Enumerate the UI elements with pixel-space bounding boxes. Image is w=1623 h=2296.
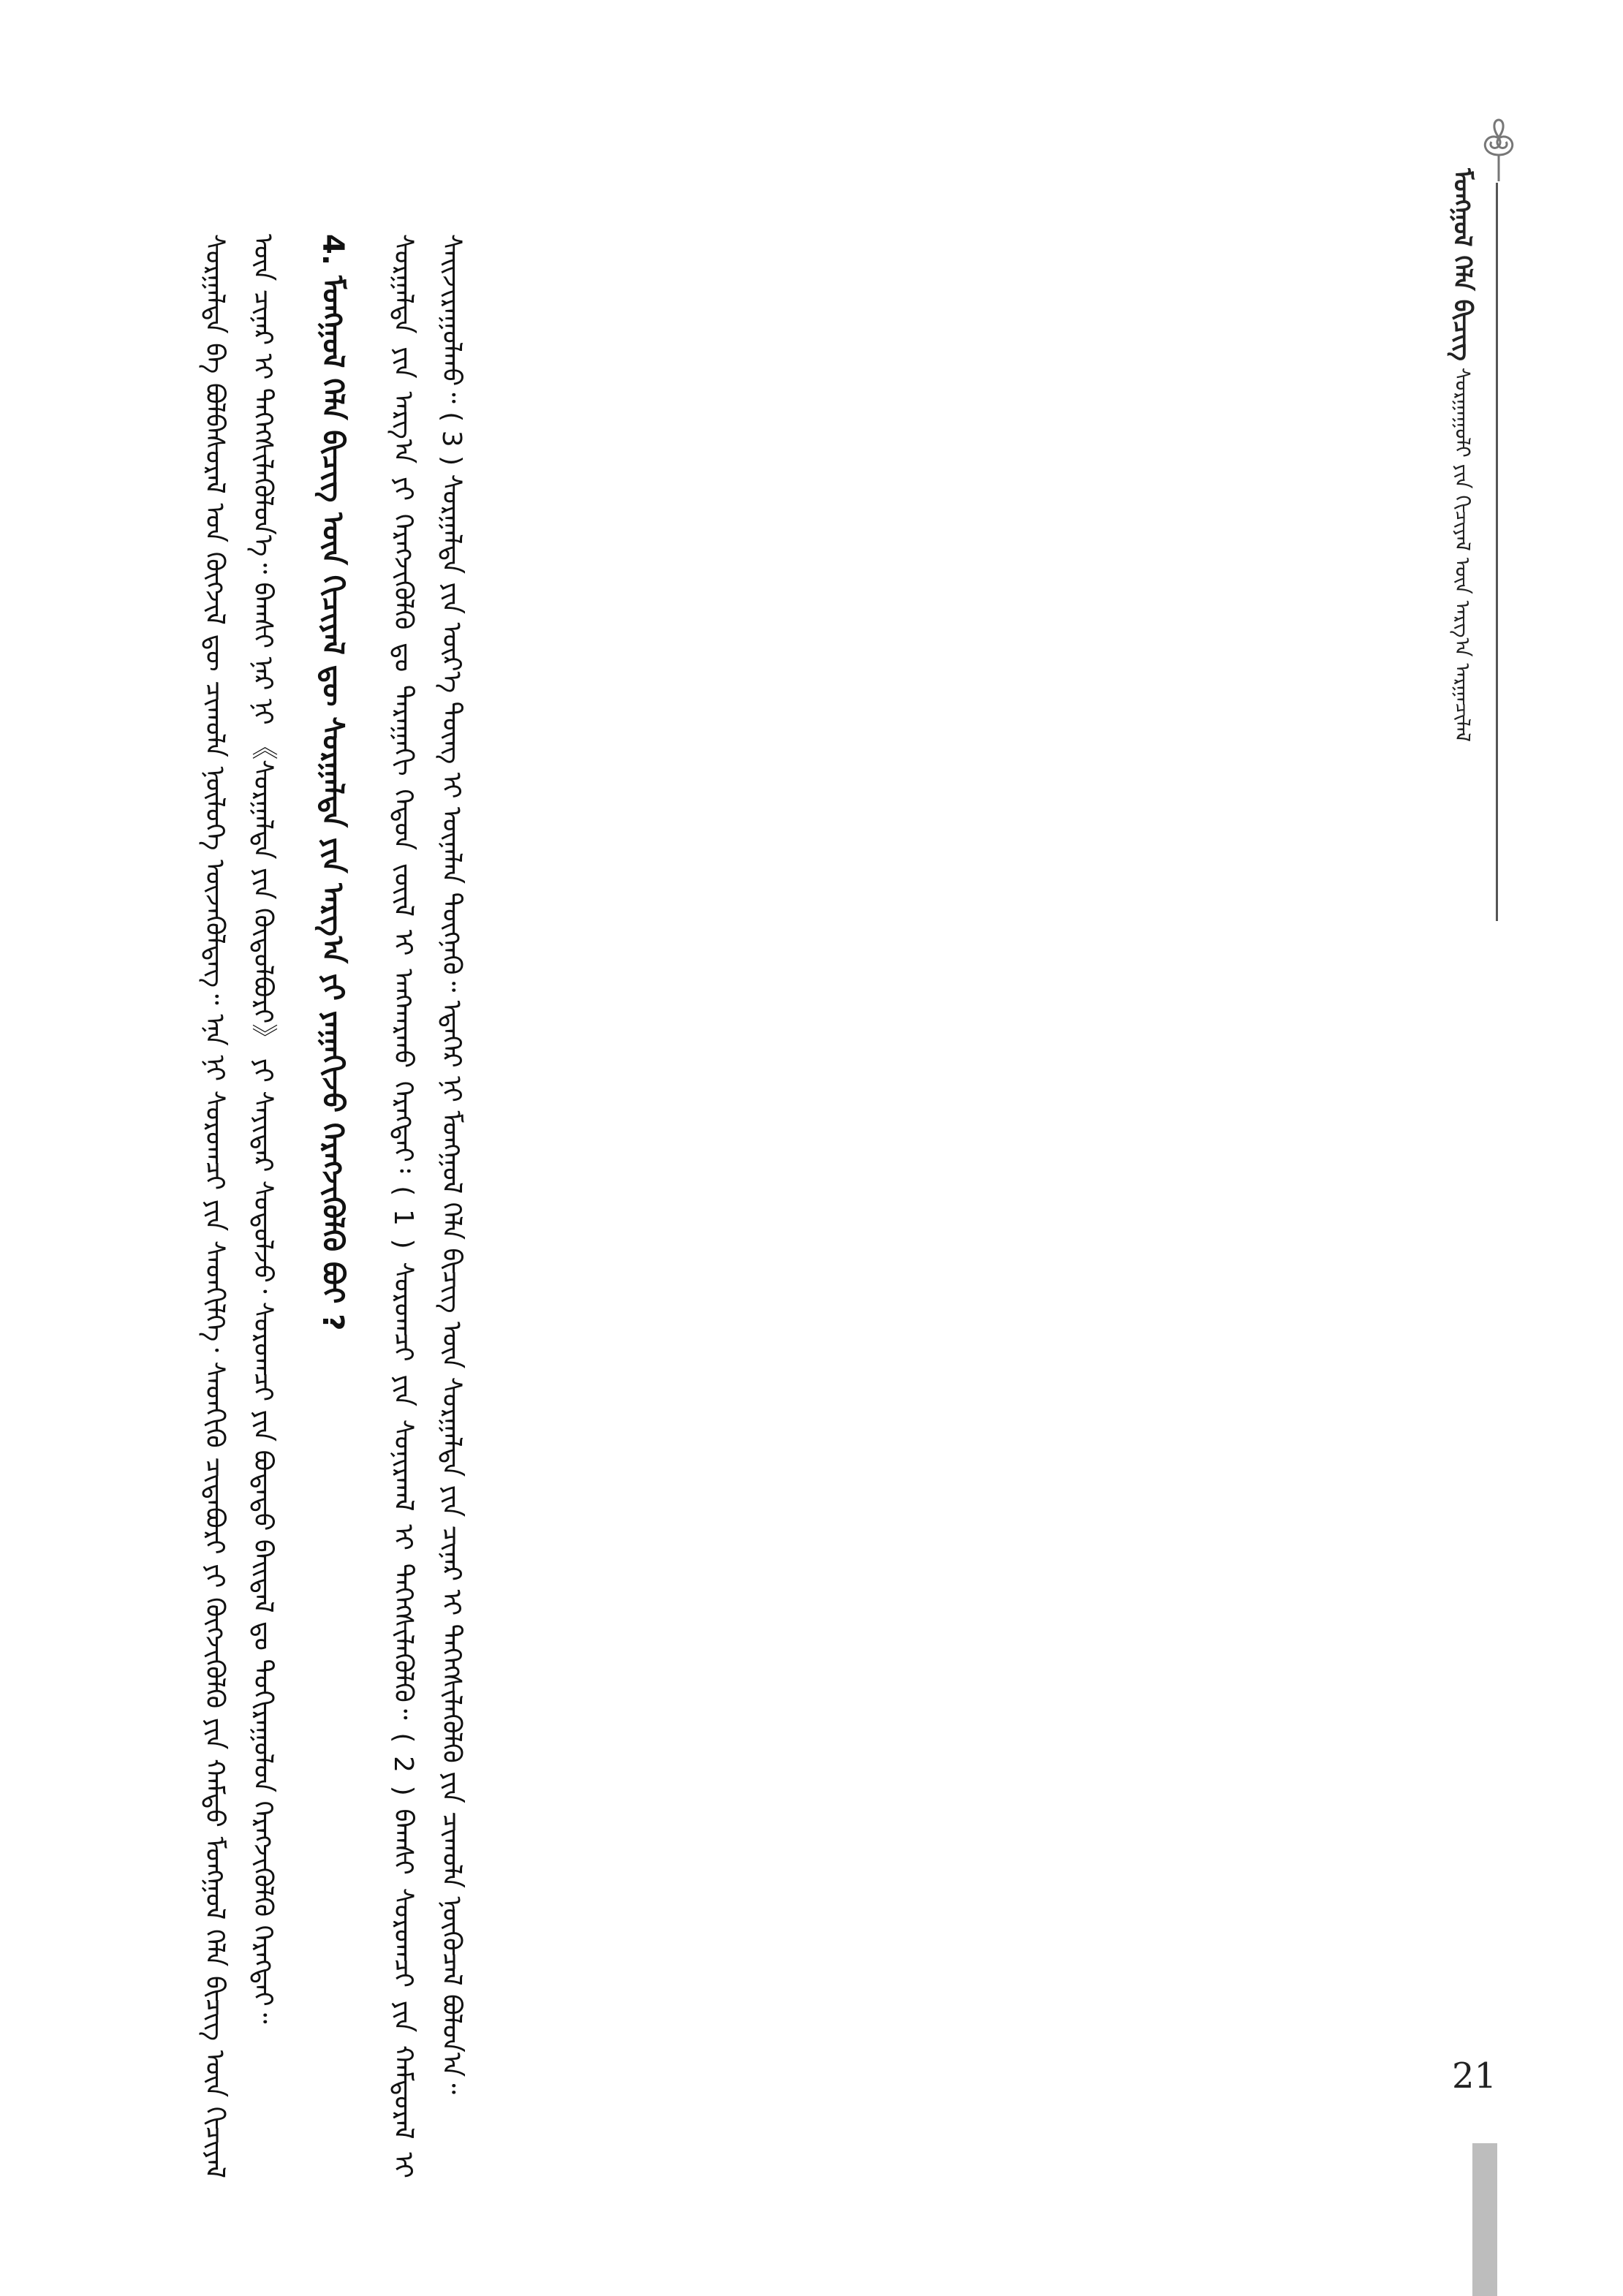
running-header (1440, 168, 1499, 1265)
paragraph: ᠰᠤᠷᠭᠠᠯᠳᠠ ᠪᠠ ᠪᠣᠯᠪᠠᠰᠤᠷᠠᠯ ᠤᠨ ᠬᠥᠭᠵᠢᠯ ᠳᠦ ᠴᠢᠬᠤᠯᠠ ᠨᠥᠯᠦᠭᠡ ᠦᠵᠡᠭᠦᠯᠳᠡᠭ᠃ ᠡᠨᠡ ᠨᠢ ᠰᠤᠷᠤᠭᠴᠢ ᠶᠢᠨ ᠰᠡᠳᠬᠢᠯᠭᠡ᠂ ᠰᠡᠳᠬᠢᠬᠦ ᠴᠢᠳᠠᠪᠤᠷᠢ ᠶᠢ ᠬᠥᠭᠵᠢᠭᠦᠯᠬᠦ ᠶᠢᠨ ᠬᠠᠮᠲᠤ ᠮᠣᠩᠭᠣᠯ ᠬᠡᠯᠡ ᠪᠢᠴᠢᠭ ᠦᠨ ᠬᠢᠴᠢᠶᠡᠯ ᠦᠨ ᠴᠢᠨᠠᠷ ᠢ ᠳᠡᠭᠡᠭᠰᠢᠯᠡᠭᠦᠯᠦᠨ᠎ᠡ᠃ ᠪᠠᠭᠰᠢ ᠨᠠᠷ ᠨᠢ 《ᠰᠤᠷᠭᠠᠯᠳᠠ ᠶᠢᠨ ᠬᠥᠲᠥᠯᠪᠦᠷᠢ》 ᠶᠢ ᠰᠠᠶᠢᠲᠠᠷ ᠰᠤᠳᠤᠯᠵᠤ᠂ ᠰᠤᠷᠤᠭᠴᠢ ᠶᠢᠨ ᠪᠣᠳᠠᠲᠤ ᠪᠠᠢᠳᠠᠯ ᠳᠤ ᠲᠣᠬᠢᠷᠠᠭᠤᠯᠤᠨ ᠬᠡᠷᠡᠭᠵᠢᠭᠦᠯᠬᠦ ᠬᠡᠷᠡᠭᠲᠡᠢ᠃ (200, 234, 278, 2178)
section-heading: 4. ᠮᠣᠩᠭᠣᠯ ᠬᠡᠯᠡ ᠪᠢᠴᠢᠭ ᠦᠨ ᠬᠢᠴᠢᠶᠡᠯ ᠳᠦ ᠰᠤᠷᠭᠠᠯᠳᠠ ᠶᠢᠨ ᠠᠷᠭ᠎ᠠ ᠶᠢ ᠶᠠᠭᠠᠬᠢᠵᠤ ᠬᠡᠷᠡᠭᠵᠢᠭᠦᠯᠬᠦ ᠪᠤᠢ ? (316, 234, 349, 1331)
paragraph: ᠰᠤᠷᠭᠠᠯᠳᠠ ᠶᠢᠨ ᠠᠷᠭ᠎ᠠ ᠶᠢ ᠬᠡᠷᠡᠭᠵᠢᠭᠦᠯᠬᠦ ᠳᠤ ᠳᠠᠷᠠᠭᠠᠬᠢ ᠬᠡᠳᠦᠨ ᠵᠦᠢᠯ ᠢ ᠠᠩᠬᠠᠷᠬᠤ ᠬᠡᠷᠡᠭᠲᠡᠢ᠄ ( 1 ) ᠰᠤᠷᠤᠭᠴᠢ ᠶᠢᠨ ᠰᠤᠨᠢᠷᠬᠠᠯ ᠢ ᠳᠡᠭᠡᠭᠰᠢᠯᠡᠭᠦᠯᠬᠦ᠃ ( 2 ) ᠪᠠᠭᠰᠢ ᠰᠤᠷᠤᠭᠴᠢ ᠶᠢᠨ ᠬᠠᠮᠲᠤᠷᠠᠯ ᠢ ᠰᠠᠢᠵᠢᠷᠠᠭᠤᠯᠬᠤ᠃ ( 3 ) ᠰᠤᠷᠭᠠᠯᠳᠠ ᠶᠢᠨ ᠦᠷ᠎ᠡ ᠳᠦᠩ ᠢ ᠦᠨᠡᠯᠡᠨ ᠳᠦᠭᠨᠡᠬᠦ᠃ ᠡᠳᠡᠭᠡᠷ ᠨᠢ ᠮᠣᠩᠭᠣᠯ ᠬᠡᠯᠡ ᠪᠢᠴᠢᠭ ᠦᠨ ᠰᠤᠷᠭᠠᠯᠳᠠ ᠶᠢᠨ ᠴᠢᠨᠠᠷ ᠢ ᠳᠡᠭᠡᠭᠰᠢᠯᠡᠭᠦᠯᠬᠦ ᠶᠢᠨ ᠴᠢᠬᠤᠯᠠ ᠨᠥᠬᠦᠴᠡᠯ ᠪᠣᠯᠤᠨ᠎ᠠ᠃ (388, 234, 466, 2178)
page-number: 21 (1452, 2056, 1497, 2096)
running-header-subtitle: ᠰᠤᠷᠭᠠᠭᠤᠯᠢ ᠶᠢᠨ ᠬᠢᠴᠢᠶᠡᠯ ᠦᠨ ᠠᠷᠭ᠎ᠠ ᠠᠷᠭᠠᠴᠢᠯᠠᠯ (1450, 367, 1475, 742)
running-header-title: ᠮᠣᠩᠭᠣᠯ ᠬᠡᠯᠡ ᠪᠢᠴᠢᠭ (1448, 168, 1477, 361)
body-text (190, 234, 1404, 2178)
page-edge-tab (1472, 2143, 1497, 2296)
